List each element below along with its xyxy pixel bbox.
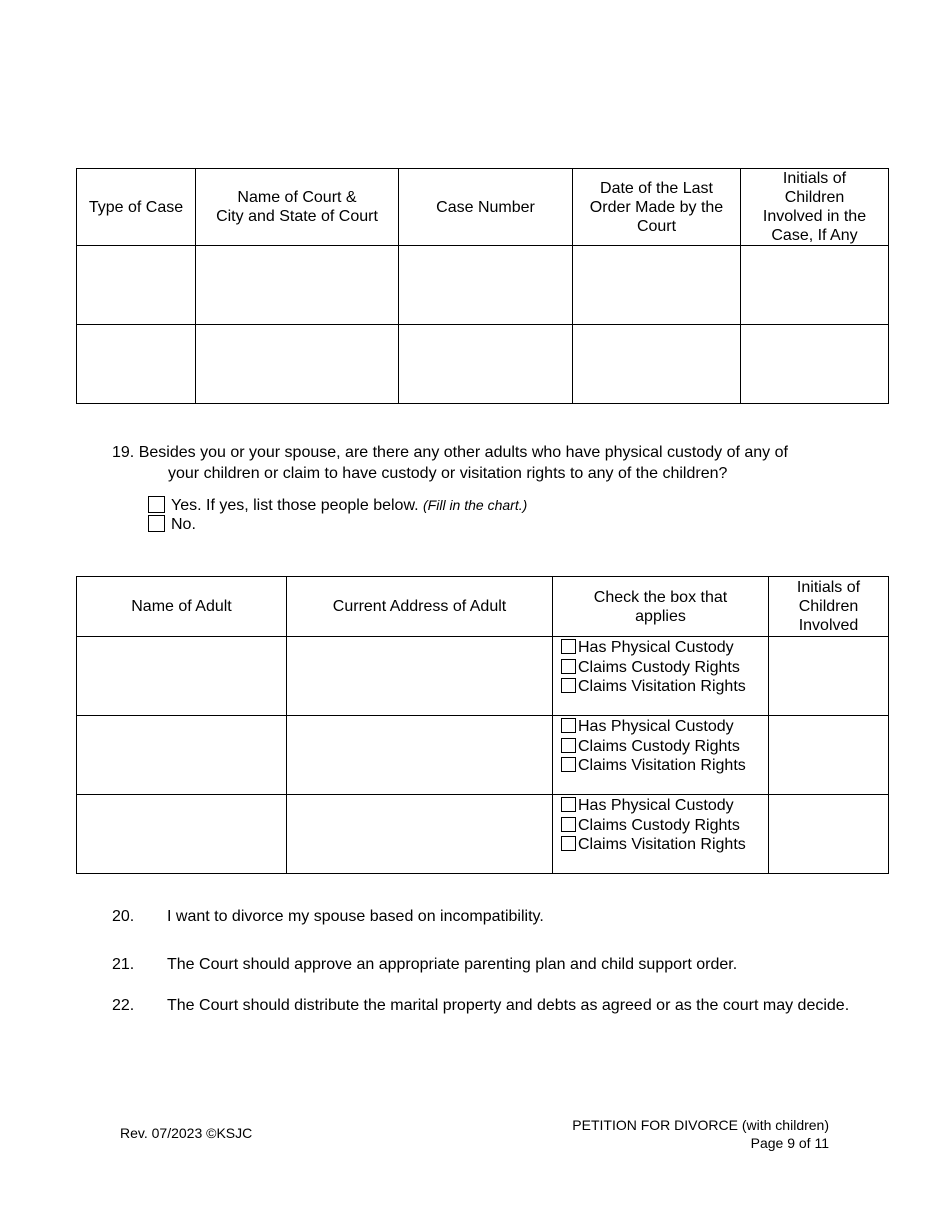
footer-form-info (572, 1116, 829, 1152)
adult-name-cell[interactable] (77, 716, 287, 795)
option-label: Claims Visitation Rights (578, 836, 746, 853)
header-current-address: Current Address of Adult (287, 577, 553, 637)
table-cell[interactable] (399, 246, 573, 325)
no-option[interactable] (148, 515, 196, 535)
initials-cell[interactable] (769, 795, 889, 874)
item-text: The Court should approve an appropriate parenting plan and child support order. (167, 956, 738, 973)
item-20 (112, 907, 852, 927)
option-label: Has Physical Custody (578, 639, 734, 656)
table-cell[interactable] (741, 325, 889, 404)
header-case-number: Case Number (399, 169, 573, 246)
table-cell[interactable] (77, 325, 196, 404)
item-number: 20. (112, 908, 135, 925)
initials-cell[interactable] (769, 637, 889, 716)
header-initials-children: Initials of Children Involved in the Case, If Any (741, 169, 889, 246)
table-cell[interactable] (399, 325, 573, 404)
question-19 (112, 442, 852, 484)
custody-rights-checkbox[interactable] (561, 817, 576, 832)
item-number: 22. (112, 997, 135, 1014)
option-label: Claims Custody Rights (578, 816, 740, 834)
custody-rights-checkbox[interactable] (561, 738, 576, 753)
other-adults-table (76, 576, 889, 874)
table-cell[interactable] (196, 246, 399, 325)
header-check-box: Check the box that applies (553, 577, 769, 637)
option-label: Claims Visitation Rights (578, 757, 746, 774)
item-text: I want to divorce my spouse based on incompatibility. (167, 908, 544, 925)
adult-name-cell[interactable] (77, 795, 287, 874)
question-text-line1: Besides you or your spouse, are there any other adults who have physical custody of any of (138, 444, 788, 461)
yes-checkbox[interactable] (148, 496, 165, 513)
footer-revision: Rev. 07/2023 ©KSJC (120, 1125, 253, 1141)
option-label: Has Physical Custody (578, 797, 734, 814)
header-type-of-case: Type of Case (77, 169, 196, 246)
table-cell[interactable] (573, 325, 741, 404)
table-row (77, 246, 889, 325)
footer-form-title: PETITION FOR DIVORCE (with children) (572, 1117, 829, 1133)
option-label: Claims Visitation Rights (578, 678, 746, 695)
table-row (77, 325, 889, 404)
yes-label: Yes. If yes, list those people below. (171, 497, 419, 514)
initials-cell[interactable] (769, 716, 889, 795)
header-name-of-adult: Name of Adult (77, 577, 287, 637)
adult-name-cell[interactable] (77, 637, 287, 716)
table-cell[interactable] (741, 246, 889, 325)
table-cell[interactable] (573, 246, 741, 325)
physical-custody-checkbox[interactable] (561, 718, 576, 733)
visitation-rights-checkbox[interactable] (561, 836, 576, 851)
header-name-of-court: Name of Court & City and State of Court (196, 169, 399, 246)
table-row (77, 716, 889, 795)
item-text: The Court should distribute the marital property and debts as agreed or as the court may decide. (167, 997, 850, 1014)
footer-page-number: Page 9 of 11 (750, 1135, 829, 1151)
physical-custody-checkbox[interactable] (561, 797, 576, 812)
table-row (77, 795, 889, 874)
question-text-line2: your children or claim to have custody or visitation rights to any of the children? (168, 465, 728, 482)
visitation-rights-checkbox[interactable] (561, 678, 576, 693)
item-number: 21. (112, 956, 135, 973)
yes-note: (Fill in the chart.) (423, 497, 528, 513)
no-label: No. (171, 516, 196, 533)
table-cell[interactable] (196, 325, 399, 404)
custody-rights-checkbox[interactable] (561, 659, 576, 674)
visitation-rights-checkbox[interactable] (561, 757, 576, 772)
item-21 (112, 955, 852, 975)
header-initials-children: Initials of Children Involved (769, 577, 889, 637)
custody-options (553, 637, 769, 716)
option-label: Claims Custody Rights (578, 737, 740, 755)
prior-cases-table (76, 168, 889, 404)
adult-address-cell[interactable] (287, 637, 553, 716)
table-row (77, 637, 889, 716)
item-22 (112, 996, 852, 1016)
custody-options (553, 795, 769, 874)
no-checkbox[interactable] (148, 515, 165, 532)
question-number: 19. (112, 444, 135, 461)
option-label: Claims Custody Rights (578, 658, 740, 676)
physical-custody-checkbox[interactable] (561, 639, 576, 654)
option-label: Has Physical Custody (578, 718, 734, 735)
adult-address-cell[interactable] (287, 795, 553, 874)
yes-option[interactable] (148, 495, 527, 516)
custody-options (553, 716, 769, 795)
table-cell[interactable] (77, 246, 196, 325)
adult-address-cell[interactable] (287, 716, 553, 795)
header-date-last-order: Date of the Last Order Made by the Court (573, 169, 741, 246)
